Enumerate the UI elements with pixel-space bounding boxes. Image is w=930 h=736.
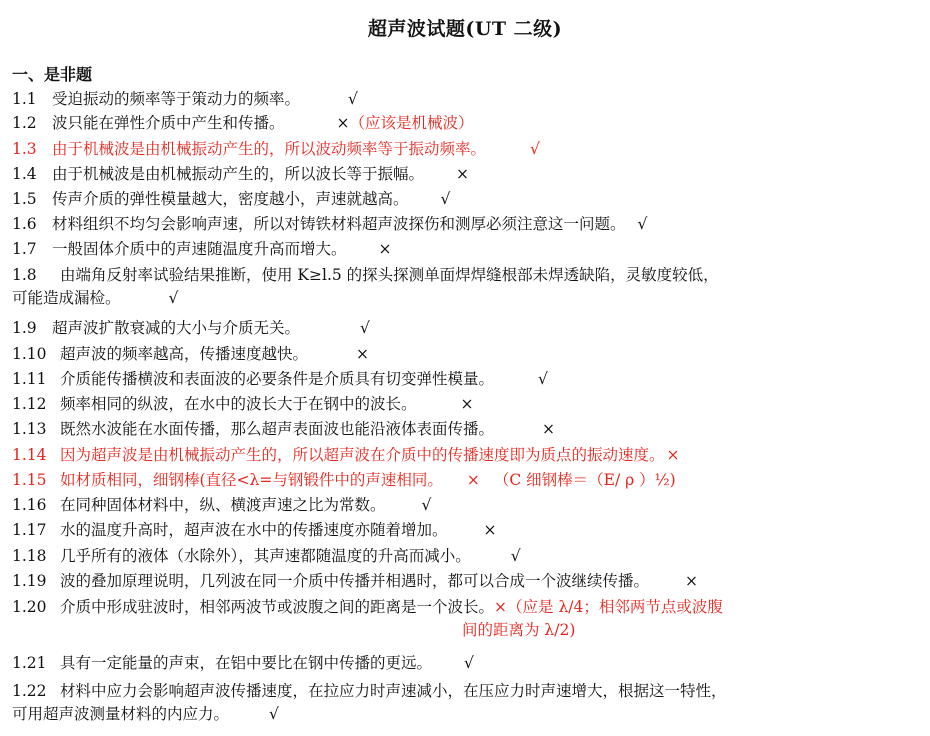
question-text: 波只能在弹性介质中产生和传播。 <box>52 114 285 132</box>
question-number: 1.20 <box>12 598 47 616</box>
question-text: 介质能传播横波和表面波的必要条件是介质具有切变弹性模量。 <box>60 370 495 388</box>
question-item <box>12 444 918 467</box>
question-item <box>12 213 918 236</box>
question-number: 1.11 <box>12 370 47 388</box>
question-item <box>12 570 918 593</box>
question-item <box>12 368 918 391</box>
question-number: 1.6 <box>12 215 37 233</box>
answer-note: （C 细钢棒＝（E/ ρ ）½) <box>493 471 676 489</box>
page-title: 超声波试题(UT 二级) <box>367 18 563 40</box>
question-text-continued: 可用超声波测量材料的内应力。 <box>12 705 230 723</box>
question-item <box>12 519 918 542</box>
answer-mark: × <box>685 572 699 590</box>
question-item <box>12 88 918 111</box>
question-text: 因为超声波是由机械振动产生的，所以超声波在介质中的传播速度即为质点的振动速度。 <box>60 446 665 464</box>
question-number: 1.10 <box>12 345 47 363</box>
question-number: 1.19 <box>12 572 47 590</box>
question-item <box>12 680 918 726</box>
answer-mark: √ <box>168 289 179 307</box>
question-item <box>12 317 918 340</box>
answer-mark: √ <box>440 190 451 208</box>
question-text: 几乎所有的液体（水除外），其声速都随温度的升高而减小。 <box>60 547 471 565</box>
question-item <box>12 469 918 492</box>
answer-mark: × <box>483 521 497 539</box>
question-number: 1.21 <box>12 654 47 672</box>
answer-mark: × <box>356 345 370 363</box>
question-item <box>12 418 918 441</box>
question-text: 由于机械波是由机械振动产生的，所以波动频率等于振动频率。 <box>52 140 487 158</box>
question-item <box>12 112 918 135</box>
answer-note-continued: 间的距离为 λ/2) <box>462 621 576 639</box>
question-number: 1.8 <box>12 266 37 284</box>
question-item <box>12 188 918 211</box>
answer-mark: × <box>336 114 350 132</box>
question-number: 1.5 <box>12 190 37 208</box>
answer-mark: √ <box>538 370 548 388</box>
answer-note: （应该是机械波） <box>349 114 474 132</box>
answer-mark: × <box>378 240 392 258</box>
question-number: 1.1 <box>12 90 37 108</box>
question-item <box>12 596 918 642</box>
question-text: 一般固体介质中的声速随温度升高而增大。 <box>52 240 347 258</box>
question-number: 1.17 <box>12 521 47 539</box>
question-number: 1.9 <box>12 319 37 337</box>
question-item <box>12 652 918 675</box>
question-number: 1.15 <box>12 471 47 489</box>
question-number: 1.3 <box>12 140 37 158</box>
answer-mark: √ <box>360 319 370 337</box>
question-number: 1.4 <box>12 165 37 183</box>
answer-mark: √ <box>464 654 474 672</box>
question-text: 波的叠加原理说明，几列波在同一介质中传播并相遇时，都可以合成一个波继续传播。 <box>60 572 650 590</box>
question-number: 1.14 <box>12 446 47 464</box>
question-item <box>12 494 918 517</box>
question-number: 1.22 <box>12 682 47 700</box>
question-item <box>12 545 918 568</box>
question-text: 介质中形成驻波时，相邻两波节或波腹之间的距离是一个波长。 <box>60 598 495 616</box>
question-text: 传声介质的弹性模量越大，密度越小，声速就越高。 <box>52 190 409 208</box>
answer-mark: √ <box>510 547 521 565</box>
answer-mark: √ <box>269 705 279 723</box>
question-text: 受迫振动的频率等于策动力的频率。 <box>52 90 301 108</box>
question-item <box>12 138 918 161</box>
question-text: 由端角反射率试验结果推断，使用 K≥l.5 的探头探测单面焊焊缝根部未焊透缺陷，灵敏度较低， <box>60 266 719 284</box>
question-number: 1.7 <box>12 240 37 258</box>
question-text: 具有一定能量的声束，在铝中要比在钢中传播的更远。 <box>60 654 433 672</box>
answer-mark: √ <box>637 215 648 233</box>
question-number: 1.13 <box>12 420 47 438</box>
answer-mark: √ <box>530 140 540 158</box>
answer-mark: √ <box>421 496 432 514</box>
answer-mark: √ <box>348 90 358 108</box>
question-number: 1.12 <box>12 395 47 413</box>
answer-mark: × <box>666 446 680 464</box>
question-item <box>12 264 918 310</box>
question-number: 1.2 <box>12 114 37 132</box>
question-item <box>12 343 918 366</box>
question-text: 超声波的频率越高，传播速度越快。 <box>60 345 309 363</box>
question-text-continued: 可能造成漏检。 <box>12 289 121 307</box>
question-item <box>12 163 918 186</box>
answer-note: （应是 λ/4；相邻两节点或波腹 <box>507 598 723 616</box>
question-text: 材料中应力会影响超声波传播速度，在拉应力时声速减小，在压应力时声速增大，根据这一特性， <box>60 682 727 700</box>
question-text: 由于机械波是由机械振动产生的，所以波长等于振幅。 <box>52 165 425 183</box>
question-number: 1.16 <box>12 496 47 514</box>
answer-mark: × <box>460 395 474 413</box>
question-item <box>12 393 918 416</box>
answer-mark: × <box>542 420 556 438</box>
question-text: 超声波扩散衰减的大小与介质无关。 <box>52 319 301 337</box>
question-text: 水的温度升高时，超声波在水中的传播速度亦随着增加。 <box>60 521 448 539</box>
section-heading: 一、是非题 <box>12 65 93 84</box>
question-number: 1.18 <box>12 547 47 565</box>
answer-mark: × <box>494 598 508 616</box>
question-text: 既然水波能在水面传播，那么超声表面波也能沿液体表面传播。 <box>60 420 495 438</box>
question-text: 材料组织不均匀会影响声速，所以对铸铁材料超声波探伤和测厚必须注意这一问题。 <box>52 215 626 233</box>
answer-mark: × <box>466 471 480 489</box>
question-text: 在同种固体材料中，纵、横渡声速之比为常数。 <box>60 496 386 514</box>
question-item <box>12 238 918 261</box>
question-text: 如材质相同，细钢棒(直径<λ=与钢锻件中的声速相同。 <box>60 471 443 489</box>
answer-mark: × <box>456 165 470 183</box>
question-text: 频率相同的纵波，在水中的波长大于在钢中的波长。 <box>60 395 417 413</box>
